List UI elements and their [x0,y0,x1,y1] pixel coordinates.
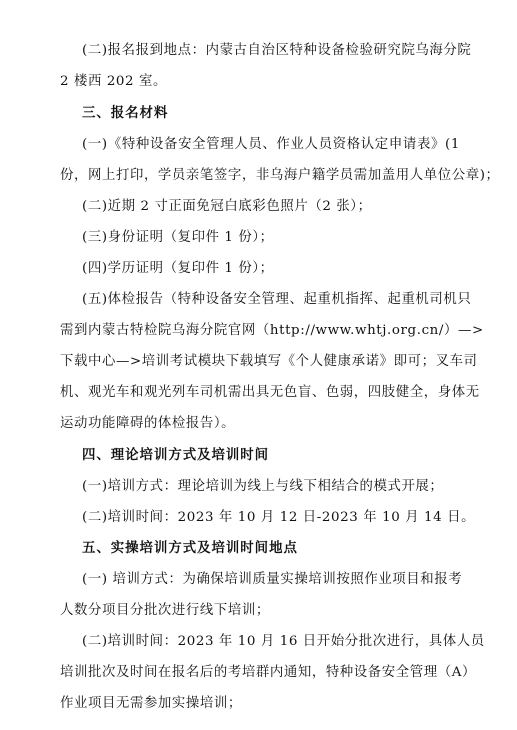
section-heading: 四、理论培训方式及培训时间 [82,448,270,463]
paragraph-line: 作业项目无需参加实操培训； [60,696,242,711]
paragraph-line: 份，网上打印，学员亲笔签字，非乌海户籍学员需加盖用人单位公章)； [60,168,500,183]
paragraph-line: (二)培训时间：2023 年 10 月 12 日-2023 年 10 月 14 日。 [82,510,476,525]
paragraph-line: (二)近期 2 寸正面免冠白底彩色照片（2 张）； [82,199,372,214]
paragraph-line: 人数分项目分批次进行线下培训； [60,603,270,618]
paragraph-line: 培训批次及时间在报名后的考培群内通知，特种设备安全管理（A） [60,665,476,680]
paragraph-line: (一) 培训方式：为确保培训质量实操培训按照作业项目和报考 [82,572,463,587]
paragraph-line: (三)身份证明（复印件 1 份）； [82,230,274,245]
section-heading: 三、报名材料 [82,106,169,121]
paragraph-line: 运动功能障碍的体检报告）。 [60,416,236,431]
paragraph-line: (二)培训时间：2023 年 10 月 16 日开始分批次进行，具体人员 [82,634,485,649]
paragraph-line: (一)《特种设备安全管理人员、作业人员资格认定申请表》(1 [82,137,460,152]
paragraph-line: 下载中心—>培训考试模块下载填写《个人健康承诺》即可；叉车司 [60,354,478,369]
paragraph-line: (五)体检报告（特种设备安全管理、起重机指挥、起重机司机只 [82,292,472,307]
section-heading: 五、实操培训方式及培训时间地点 [82,541,298,556]
paragraph-line: 机、观光车和观光列车司机需出具无色盲、色弱，四肢健全，身体无 [60,385,480,400]
paragraph-line: (四)学历证明（复印件 1 份）； [82,261,274,276]
paragraph-line: 2 楼西 202 室。 [60,74,168,89]
paragraph-line: (二)报名报到地点：内蒙古自治区特种设备检验研究院乌海分院 [82,43,472,58]
paragraph-line: (一)培训方式：理论培训为线上与线下相结合的模式开展； [82,479,444,494]
paragraph-line: 需到内蒙古特检院乌海分院官网（http://www.whtj.org.cn/）—> [60,323,484,338]
